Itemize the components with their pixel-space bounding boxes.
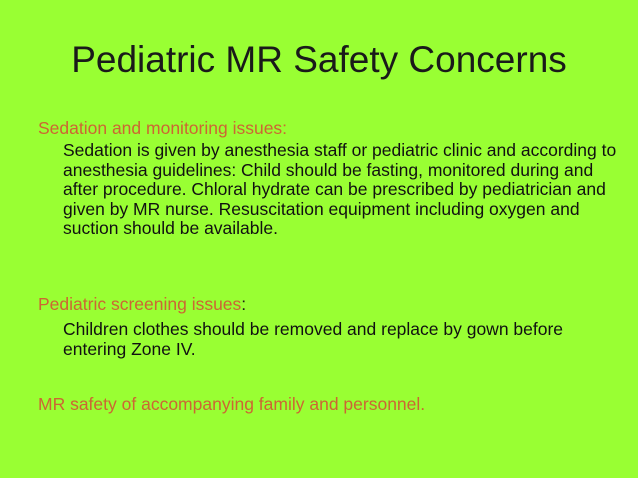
section-heading-screening-colon: : (241, 294, 247, 314)
section-body-sedation: Sedation is given by anesthesia staff or pediatric clinic and according to anesthesia guidelines: Child should be fasting, monitored during and after procedure. Chloral hydrate can be prescribed by pediatrician and given by MR nurse. Resuscitation equipment including oxygen and suction should be available. (63, 140, 617, 238)
section-body-screening: Children clothes should be removed and replace by gown before entering Zone IV. (63, 319, 564, 359)
section-heading-screening-label: Pediatric screening issues (38, 294, 242, 314)
slide-title: Pediatric MR Safety Concerns (71, 39, 567, 80)
section-heading-family-safety: MR safety of accompanying family and personnel. (38, 394, 426, 414)
section-heading-screening (38, 294, 246, 314)
section-heading-sedation: Sedation and monitoring issues: (38, 118, 288, 138)
